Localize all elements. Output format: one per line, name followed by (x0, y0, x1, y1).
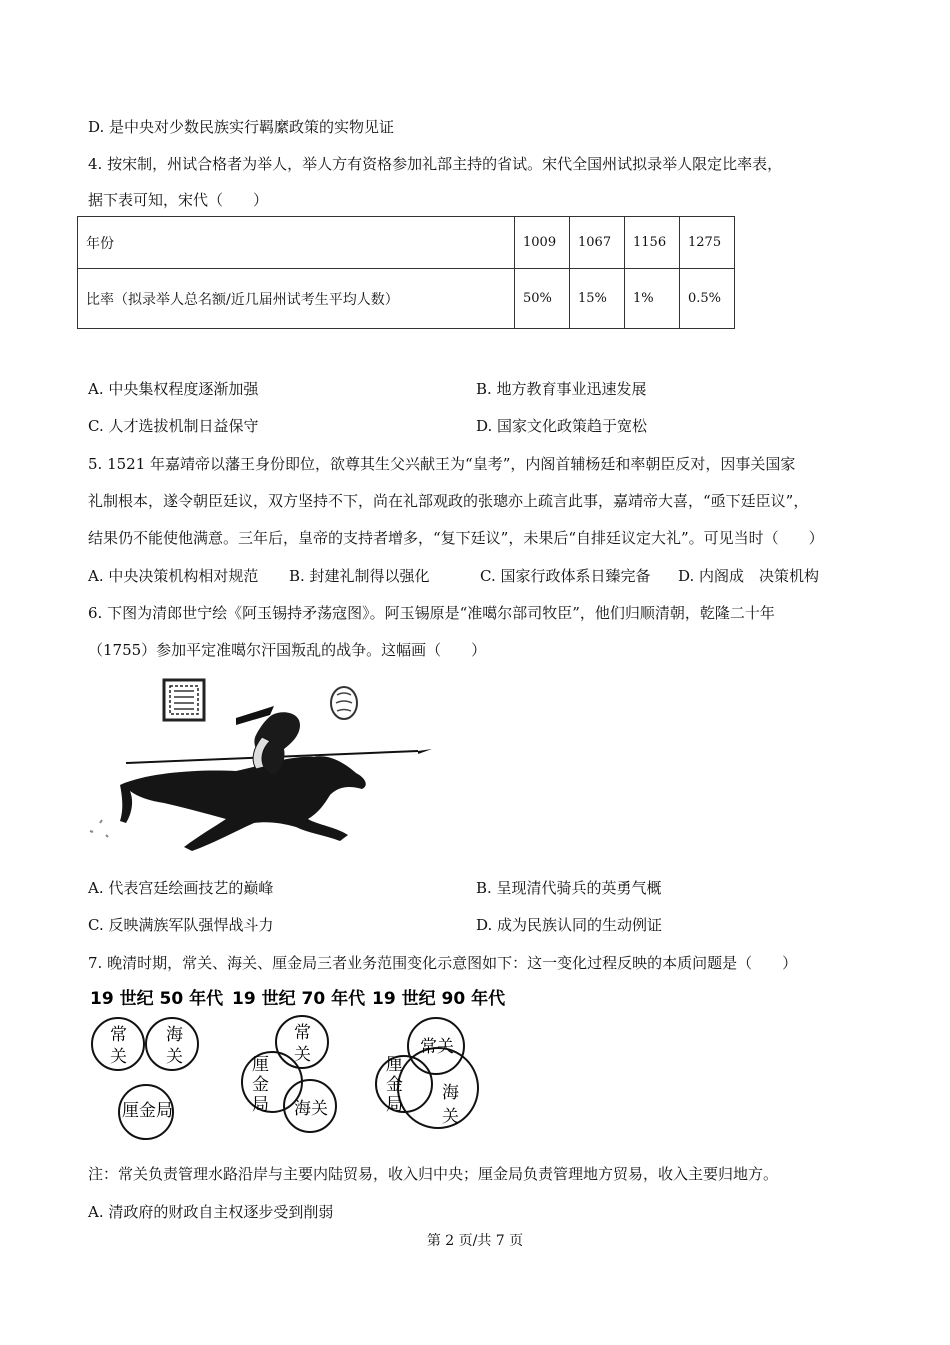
q5-option-d[interactable]: D. 内阁成 决策机构 (678, 567, 820, 585)
q7-note: 注：常关负责管理水路沿岸与主要内陆贸易，收入归中央；厘金局负责管理地方贸易，收入主要归地方。 (88, 1165, 779, 1183)
q4-stem-line2: 据下表可知，宋代（ ） (88, 191, 269, 209)
table-cell-rate: 0.5% (680, 269, 735, 329)
changguan-label: 常 (294, 1023, 311, 1043)
page-footer: 第 2 页/共 7 页 (426, 1233, 524, 1249)
q7-option-a[interactable]: A. 清政府的财政自主权逐步受到削弱 (88, 1203, 334, 1221)
table-cell-year: 1275 (680, 217, 735, 269)
horse-icon (120, 756, 366, 851)
table-cell-year: 1067 (570, 217, 625, 269)
lijin-label: 厘 (386, 1055, 403, 1075)
q5-option-a[interactable]: A. 中央决策机构相对规范 (88, 567, 259, 585)
lijin-label: 厘 (252, 1055, 269, 1075)
table-cell-year: 1009 (515, 217, 570, 269)
lijin-label: 金 (386, 1075, 403, 1095)
lijin-label: 金 (252, 1075, 269, 1095)
q6-option-c[interactable]: C. 反映满族军队强悍战斗力 (88, 916, 274, 934)
changguan-label: 常关 (420, 1037, 454, 1057)
haiguan-label: 海关 (294, 1099, 328, 1119)
haiguan-label: 关 (166, 1047, 183, 1067)
q5-stem-line2: 礼制根本，遂令朝臣廷议，双方坚持不下，尚在礼部观政的张璁亦上疏言此事，嘉靖帝大喜，“亟下廷臣议”， (88, 492, 809, 510)
painting-image (86, 673, 450, 863)
rate-table (77, 216, 735, 329)
haiguan-label: 海 (442, 1083, 459, 1103)
lijin-label: 厘金局 (122, 1101, 173, 1121)
table-cell-rate: 50% (515, 269, 570, 329)
venn-diagram (86, 984, 506, 1144)
q5-option-b[interactable]: B. 封建礼制得以强化 (289, 567, 430, 585)
q6-option-d[interactable]: D. 成为民族认同的生动例证 (476, 916, 663, 934)
q4-option-c[interactable]: C. 人才选拔机制日益保守 (88, 417, 259, 435)
q4-option-b[interactable]: B. 地方教育事业迅速发展 (476, 380, 647, 398)
q7-stem: 7. 晚清时期，常关、海关、厘金局三者业务范围变化示意图如下：这一变化过程反映的本质问题是（ ） (88, 954, 798, 972)
seal-right-icon (331, 687, 357, 719)
panel3-title: 19 世纪 90 年代 (372, 989, 506, 1009)
q4-option-a[interactable]: A. 中央集权程度逐渐加强 (88, 380, 259, 398)
table-row-label: 年份 (78, 217, 515, 269)
q5-option-c[interactable]: C. 国家行政体系日臻完备 (480, 567, 651, 585)
lijin-label: 局 (386, 1095, 403, 1115)
table-cell-rate: 1% (625, 269, 680, 329)
q5-stem-line3: 结果仍不能使他满意。三年后，皇帝的支持者增多，“复下廷议”，未果后“自排廷议定大礼”。可见当时（ ） (88, 529, 824, 547)
q5-stem-line1: 5. 1521 年嘉靖帝以藩王身份即位，欲尊其生父兴献王为“皇考”，内阁首辅杨廷和率朝臣反对，因事关国家 (88, 455, 796, 473)
changguan-label: 关 (294, 1045, 311, 1065)
table-cell-year: 1156 (625, 217, 680, 269)
table-row-label: 比率（拟录举人总名额/近几届州试考生平均人数） (78, 269, 515, 329)
q6-stem-line2: （1755）参加平定准噶尔汗国叛乱的战争。这幅画（ ） (88, 641, 487, 659)
lijin-circle (376, 1056, 432, 1112)
q3-option-d: D. 是中央对少数民族实行羁縻政策的实物见证 (88, 118, 395, 136)
changguan-label: 关 (110, 1047, 127, 1067)
lijin-circle (242, 1052, 302, 1112)
lijin-label: 局 (252, 1095, 269, 1115)
table-cell-rate: 15% (570, 269, 625, 329)
table-row (78, 217, 735, 269)
q6-option-a[interactable]: A. 代表宫廷绘画技艺的巅峰 (88, 879, 274, 897)
q6-stem-line1: 6. 下图为清郎世宁绘《阿玉锡持矛荡寇图》。阿玉锡原是“准噶尔部司牧臣”，他们归顺清朝，乾隆二十年 (88, 604, 775, 622)
q4-stem-line1: 4. 按宋制，州试合格者为举人，举人方有资格参加礼部主持的省试。宋代全国州试拟录举人限定比率表， (88, 155, 783, 173)
panel1-title: 19 世纪 50 年代 (90, 989, 224, 1009)
q4-option-d[interactable]: D. 国家文化政策趋于宽松 (476, 417, 648, 435)
haiguan-label: 关 (442, 1107, 459, 1127)
q6-option-b[interactable]: B. 呈现清代骑兵的英勇气概 (476, 879, 662, 897)
table-row (78, 269, 735, 329)
haiguan-circle (398, 1048, 478, 1128)
haiguan-label: 海 (166, 1025, 183, 1045)
panel2-title: 19 世纪 70 年代 (232, 989, 366, 1009)
changguan-label: 常 (110, 1025, 127, 1045)
